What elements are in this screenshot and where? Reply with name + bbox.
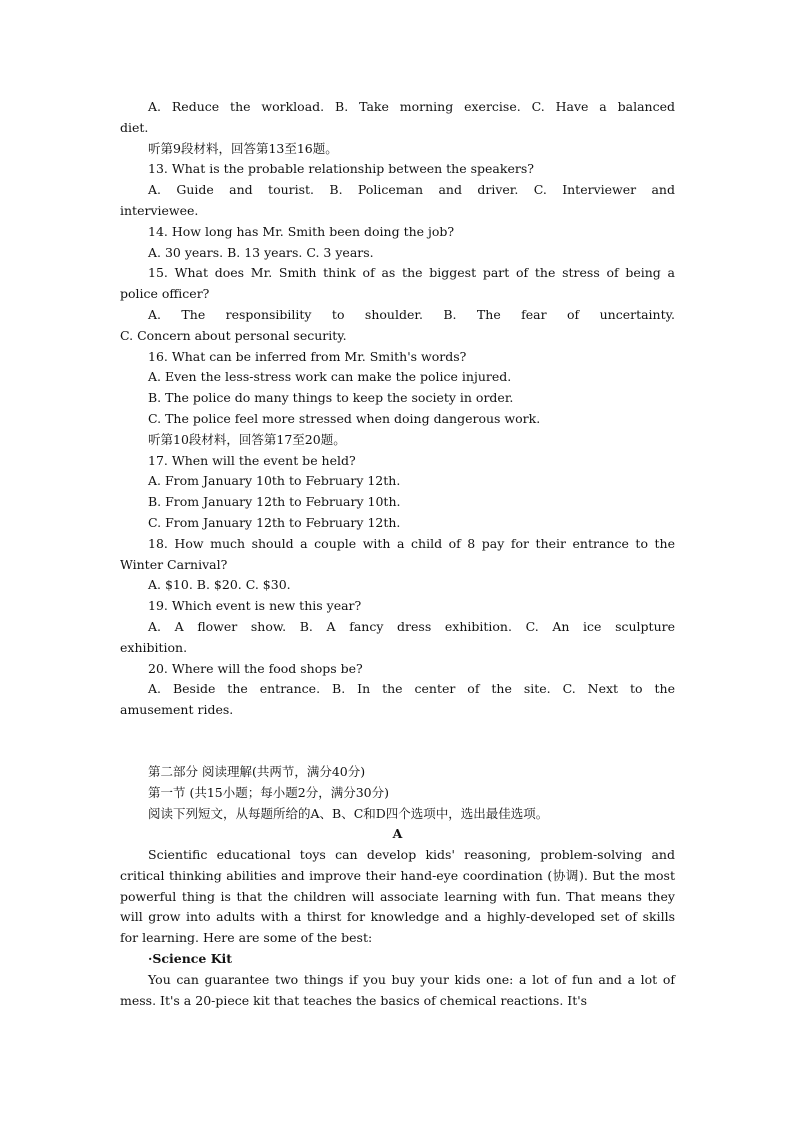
- option-line: A. $10. B. $20. C. $30.: [148, 577, 291, 593]
- option-line: C. From January 12th to February 12th.: [148, 514, 401, 530]
- question-15-cont: police officer?: [120, 286, 210, 302]
- option-line: A. The responsibility to shoulder. B. The fear of uncertainty.: [148, 306, 675, 322]
- option-line: A. 30 years. B. 13 years. C. 3 years.: [148, 244, 374, 260]
- option-line: A. Beside the entrance. B. In the center of the site. C. Next to the: [148, 681, 675, 697]
- passage-label: A: [392, 826, 403, 842]
- option-line: diet.: [120, 119, 149, 135]
- passage-paragraph: Scientific educational toys can develop kids' reasoning, problem-solving and critical thinking abilities and improve their hand-eye coordination (协调). But the most powerful thing is that the children will associate learning with fun. That means they will grow into adults with a thirst for knowledge and a highly-developed set of skills for learning. Here are some of the best:: [120, 847, 675, 946]
- option-line: B. The police do many things to keep the society in order.: [148, 390, 514, 406]
- option-line: interviewee.: [120, 202, 199, 218]
- option-line: A. A flower show. B. A fancy dress exhibition. C. An ice sculpture: [148, 618, 675, 634]
- option-line: A. Reduce the workload. B. Take morning exercise. C. Have a balanced: [148, 99, 675, 114]
- option-line: C. The police feel more stressed when doing dangerous work.: [148, 410, 541, 426]
- question-14: 14. How long has Mr. Smith been doing the job?: [148, 223, 455, 239]
- bullet-heading: ·Science Kit: [148, 951, 233, 967]
- option-line: B. From January 12th to February 10th.: [148, 494, 401, 510]
- part-heading: 第二部分 阅读理解(共两节，满分40分): [148, 763, 366, 779]
- option-line: C. Concern about personal security.: [120, 327, 347, 343]
- document-page: [120, 97, 675, 1011]
- question-15: 15. What does Mr. Smith think of as the biggest part of the stress of being a: [148, 265, 675, 281]
- question-19: 19. Which event is new this year?: [148, 598, 362, 614]
- question-13: 13. What is the probable relationship between the speakers?: [148, 161, 534, 177]
- question-18-cont: Winter Carnival?: [120, 556, 228, 572]
- option-line: amusement rides.: [120, 702, 234, 718]
- question-16: 16. What can be inferred from Mr. Smith's words?: [148, 348, 467, 364]
- passage-paragraph: You can guarantee two things if you buy your kids one: a lot of fun and a lot of mess. It's a 20-piece kit that teaches the basics of chemical reactions. It's: [120, 971, 675, 1008]
- option-line: exhibition.: [120, 639, 188, 655]
- option-line: A. Even the less-stress work can make the police injured.: [148, 369, 512, 385]
- option-line: A. From January 10th to February 12th.: [148, 473, 401, 489]
- question-17: 17. When will the event be held?: [148, 452, 356, 468]
- option-line: A. Guide and tourist. B. Policeman and driver. C. Interviewer and: [148, 182, 675, 198]
- question-18: 18. How much should a couple with a child of 8 pay for their entrance to the: [148, 535, 675, 551]
- instruction-line: 听第10段材料，回答第17至20题。: [148, 431, 346, 447]
- question-20: 20. Where will the food shops be?: [148, 660, 363, 676]
- reading-instruction: 阅读下列短文，从每题所给的A、B、C和D四个选项中，选出最佳选项。: [148, 805, 549, 821]
- section-gap: [120, 721, 675, 762]
- instruction-line: 听第9段材料，回答第13至16题。: [148, 140, 338, 156]
- section-heading: 第一节 (共15小题；每小题2分，满分30分): [148, 784, 389, 800]
